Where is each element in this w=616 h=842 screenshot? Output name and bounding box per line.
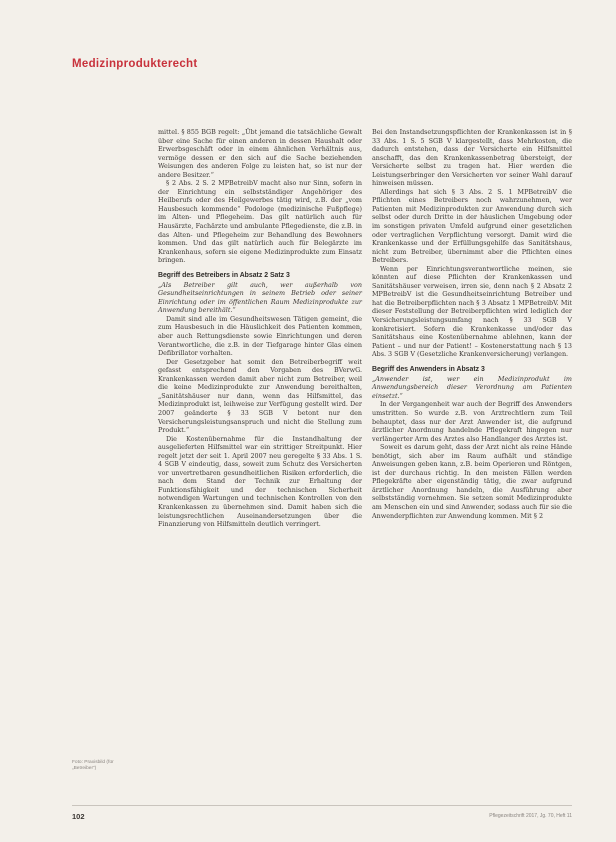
footer-divider [72,805,572,806]
paragraph: Bei den Instandsetzungspflichten der Krankenkassen ist in § 33 Abs. 1 S. 5 SGB V klargestellt, dass Mehrkosten, die dadurch entstehen, dass der Versicherte ein Hilfsmittel anschafft, das den Krankenkassenbetrag übersteigt, der Versicherte selbst zu tragen hat. Hier werden die Leistungserbringer den Versicherten vor seiner Wahl darauf hinweisen müssen. [372,128,572,188]
subheading: Begriff des Betreibers in Absatz 2 Satz 3 [158,271,290,279]
right-text-column [372,128,572,520]
margin-note: Foto: Praxisbild (für „Betreiber“) [72,760,114,771]
subheading: Begriff des Anwenders in Absatz 3 [372,365,485,373]
page-number: 102 [72,812,85,821]
paragraph: Allerdings hat sich § 3 Abs. 2 S. 1 MPBetreibV die Pflichten eines Betreibers noch wahrzunehmen, wer Patienten mit Medizinprodukten zur Anwendung durch sich selbst oder durch Dritte in der häuslichen Umgebung oder im sonstigen privaten Umfeld aufgrund einer gesetzlichen oder vertraglichen Verpflichtung versorgt. Damit wird die Krankenkasse und der Erfüllungsgehilfe das Sanitätshaus, nicht zum Betreiber, übernimmt aber die Pflichten eines Betreibers. [372,187,572,265]
left-text-column [158,128,362,529]
paragraph: mittel. § 855 BGB regelt: „Übt jemand die tatsächliche Gewalt über eine Sache für einen anderen in dessen Haushalt oder Erwerbsgeschäft oder in einem ähnlichen Verhältnis aus, vermöge dessen er den sich auf die Sache beziehenden Weisungen des anderen Folge zu leisten hat, so ist nur der andere Besitzer.“ [158,128,362,179]
paragraph: Soweit es darum geht, dass der Arzt nicht als reine Hände benötigt, sich aber im Raum aufhält und ständige Anweisungen geben kann, z.B. beim Operieren und Röntgen, ist der durchaus richtig. In den meisten Fällen werden Pflegekräfte aber eigenständig tätig, die zwar aufgrund ärztlicher Anordnung handeln, die Ausführung aber selbstständig vornehmen. Sie setzen somit Medizinprodukte am Menschen ein und sind Anwender, sodass auch für sie die Anwenderpflichten zur Anwendung kommen. Mit § 2 [372,443,572,520]
paragraph: Die Kostenübernahme für die Instandhaltung der ausgelieferten Hilfsmittel war ein strittiger Streitpunkt. Hier regelt jetzt der seit 1. April 2007 neu geregelte § 33 Abs. 1 S. 4 SGB V eindeutig, dass, soweit zum Schutz des Versicherten vor unvertretbaren gesundheitlichen Risiken erforderlich, die nach dem Stand der Technik zur Erhaltung der Funktionsfähigkeit und der technischen Sicherheit notwendigen Wartungen und technischen Kontrollen von den Krankenkassen zu übernehmen sind. Damit haben sich die leistungsrechtlichen Auseinandersetzungen über die Finanzierung von Hilfsmitteln deutlich verringert. [158,434,362,529]
quote-paragraph: „Anwender ist, wer ein Medizinprodukt im Anwendungsbereich dieser Verordnung am Patienten einsetzt.“ [372,374,572,400]
publication-info: Pflegezeitschrift 2017, Jg. 70, Heft 11 [489,813,572,819]
section-title: Medizinprodukterecht [72,58,198,70]
paragraph: Der Gesetzgeber hat somit den Betreiberbegriff weit gefasst entsprechend den Vorgaben des BVerwG. Krankenkassen werden damit aber nicht zum Betreiber, weil die keine Medizinprodukte zur Anwendung bereithalten, „Sanitätshäuser nur dann, wenn das Hilfsmittel, das Medizinprodukt ist, leihweise zur Verfügung gestellt wird. Der 2007 geänderte § 33 SGB V betont nur den Versicherungsleistungsanspruch und nicht die Stellung zum Produkt.“ [158,357,362,435]
paragraph: § 2 Abs. 2 S. 2 MPBetreibV macht also nur Sinn, sofern in der Einrichtung ein selbstständiger Angehöriger des Heilberufs oder des Heilgewerbes tätig wird, z.B. der „vom Hausbesuch kommende“ Podologe (medizinische Fußpflege) im Alten- und Pflegeheim. Das gilt natürlich auch für Hausärzte, Fachärzte und ambulante Pflegedienste, die z.B. in das Alten- und Pflegeheim zur Behandlung des Bewohners kommen. Und das gilt natürlich auch für Belegärzte im Krankenhaus, sofern sie eigene Medizinprodukte zum Einsatz bringen. [158,179,362,265]
paragraph: Damit sind alle im Gesundheitswesen Tätigen gemeint, die zum Hausbesuch in die Häuslichkeit des Patienten kommen, aber auch Rettungsdienste sowie Einrichtungen und deren Verantwortliche, die z.B. in der Tiefgarage hinter Glas einen Defibrillator vorhalten. [158,314,362,358]
quote-paragraph: „Als Betreiber gilt auch, wer außerhalb von Gesundheitseinrichtungen in seinem Betrieb oder seiner Einrichtung oder im öffentlichen Raum Medizinprodukte zur Anwendung bereithält.“ [158,280,362,315]
paragraph: Wenn per Einrichtungsverantwortliche meinen, sie könnten auf diese Pflichten der Krankenkassen und Sanitätshäuser verweisen, irren sie, denn nach § 2 Absatz 2 MPBetreibV ist die Gesundheitseinrichtung Betreiber und hat die Betreiberpflichten nach § 3 Absatz 1 MPBetreibV. Mit dieser Feststellung der Betreiberpflichten wird lediglich der Versicherungsleistungsumfang nach § 33 SGB V konkretisiert. Sofern die Krankenkasse und/oder das Sanitätshaus eine Kostenübernahme ablehnen, kann der Patient – und nur der Patient! – Kostenerstattung nach § 13 Abs. 3 SGB V (Gesetzliche Krankenversicherung) verlangen. [372,264,572,359]
paragraph: In der Vergangenheit war auch der Begriff des Anwenders umstritten. So wurde z.B. von Arztrechtlern zum Teil behauptet, dass nur der Arzt Anwender ist, die aufgrund ärztlicher Anordnung handelnde Pflegekraft hingegen nur verlängerter Arm des Arztes also Handlanger des Arztes ist. [372,400,572,443]
